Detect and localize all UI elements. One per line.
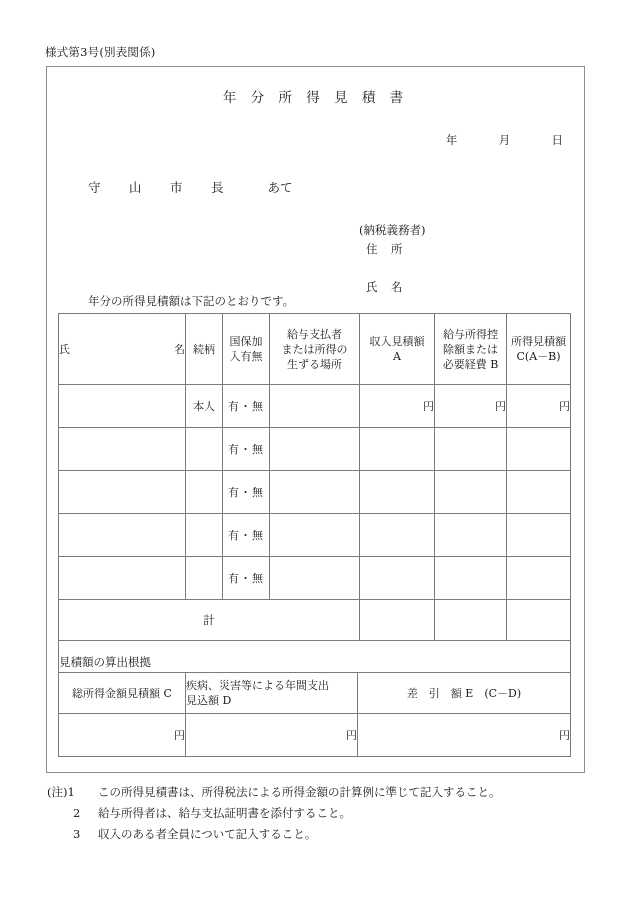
page-title: 年 分 所 得 見 積 書	[222, 90, 409, 106]
cell-deduction[interactable]	[435, 428, 507, 471]
deduction-line-2: 除額または	[443, 342, 498, 356]
table-row[interactable]	[59, 557, 571, 600]
cell-income-estimate[interactable]	[360, 557, 435, 600]
cell-kokuho[interactable]: 有・無	[223, 428, 270, 471]
cell-workplace[interactable]	[270, 557, 360, 600]
cell-income-estimate[interactable]: 円	[360, 385, 435, 428]
cell-deduction[interactable]	[435, 557, 507, 600]
summary-header-total-income: 総所得金額見積額 C	[59, 673, 186, 714]
cell-workplace[interactable]	[270, 514, 360, 557]
notes-section	[47, 782, 501, 845]
form-number: 様式第3号(別表関係)	[45, 45, 156, 59]
summary-value-row[interactable]	[59, 714, 571, 757]
column-header-name-left: 氏	[59, 342, 70, 356]
cell-kokuho[interactable]: 有・無	[223, 471, 270, 514]
workplace-line-1: 給与支払者	[287, 327, 342, 341]
expenses-line-2: 見込額 D	[186, 694, 232, 707]
column-header-net-income	[507, 314, 571, 385]
note-text: 収入のある者全員について記入すること。	[98, 827, 317, 841]
expenses-line-1: 疾病、災害等による年間支出	[186, 679, 329, 692]
summary-header-row	[59, 673, 571, 714]
note-number: 2	[73, 806, 81, 820]
net-income-line-2: C(A－B)	[516, 350, 561, 363]
column-header-relation: 続柄	[186, 314, 223, 385]
cell-relation[interactable]	[186, 557, 223, 600]
cell-net-income[interactable]	[507, 428, 571, 471]
cell-kokuho[interactable]: 有・無	[223, 385, 270, 428]
table-row[interactable]	[59, 428, 571, 471]
notes-prefix: (注)	[47, 785, 68, 799]
cell-name[interactable]	[59, 385, 186, 428]
table-header-row	[59, 314, 571, 385]
cell-name[interactable]	[59, 428, 186, 471]
summary-header-difference: 差 引 額 E (C－D)	[358, 673, 571, 714]
cell-workplace[interactable]	[270, 471, 360, 514]
net-income-line-1: 所得見積額	[511, 335, 566, 348]
note-item	[47, 782, 501, 803]
total-row[interactable]	[59, 600, 571, 641]
total-income-estimate[interactable]	[360, 600, 435, 641]
income-estimate-line-1: 収入見積額	[369, 335, 425, 348]
column-header-deduction	[435, 314, 507, 385]
table-row[interactable]	[59, 471, 571, 514]
date-month-label: 月	[498, 133, 511, 147]
summary-value-difference[interactable]: 円	[358, 714, 571, 757]
deduction-line-1: 給与所得控	[443, 327, 498, 341]
cell-net-income[interactable]: 円	[507, 385, 571, 428]
cell-kokuho[interactable]: 有・無	[223, 514, 270, 557]
column-header-name	[59, 314, 186, 385]
taxpayer-address-label: 住 所	[366, 242, 404, 256]
taxpayer-heading: (納税義務者)	[359, 223, 426, 237]
date-day-label: 日	[551, 133, 563, 147]
column-header-workplace	[270, 314, 360, 385]
basis-label[interactable]: 見積額の算出根拠	[59, 641, 571, 684]
summary-value-total-income[interactable]: 円	[59, 714, 186, 757]
cell-net-income[interactable]	[507, 471, 571, 514]
addressee-suffix: あて	[267, 180, 293, 195]
cell-kokuho[interactable]: 有・無	[223, 557, 270, 600]
note-text: この所得見積書は、所得税法による所得金額の計算例に準じて記入すること。	[98, 785, 501, 799]
cell-deduction[interactable]	[435, 514, 507, 557]
date-line	[46, 132, 563, 148]
addressee-name: 守 山 市 長	[88, 180, 232, 195]
cell-name[interactable]	[59, 471, 186, 514]
summary-value-expenses[interactable]: 円	[186, 714, 358, 757]
summary-table	[58, 672, 571, 757]
note-item	[47, 803, 501, 824]
cell-income-estimate[interactable]	[360, 471, 435, 514]
addressee	[88, 178, 293, 196]
date-year-label: 年	[445, 133, 458, 147]
deduction-line-3: 必要経費 B	[442, 357, 499, 371]
taxpayer-name-label: 氏 名	[366, 280, 404, 294]
workplace-line-2: または所得の	[281, 342, 348, 356]
note-item	[47, 824, 501, 845]
note-number: 1	[67, 785, 75, 799]
cell-workplace[interactable]	[270, 385, 360, 428]
table-row[interactable]	[59, 385, 571, 428]
income-estimate-line-2: A	[393, 350, 401, 363]
income-table	[58, 313, 571, 684]
column-header-income-estimate	[360, 314, 435, 385]
total-net-income[interactable]	[507, 600, 571, 641]
cell-name[interactable]	[59, 514, 186, 557]
note-text: 給与所得者は、給与支払証明書を添付すること。	[98, 806, 351, 820]
summary-header-expenses	[186, 673, 358, 714]
cell-income-estimate[interactable]	[360, 514, 435, 557]
total-label: 計	[59, 600, 360, 641]
total-deduction[interactable]	[435, 600, 507, 641]
cell-relation[interactable]	[186, 428, 223, 471]
note-number: 3	[73, 827, 81, 841]
workplace-line-3: 生ずる場所	[287, 357, 342, 371]
note-lead-1	[47, 782, 89, 803]
cell-relation[interactable]	[186, 471, 223, 514]
cell-relation[interactable]: 本人	[186, 385, 223, 428]
cell-net-income[interactable]	[507, 514, 571, 557]
table-row[interactable]	[59, 514, 571, 557]
kokuho-line-2: 入有無	[229, 350, 263, 363]
cell-income-estimate[interactable]	[360, 428, 435, 471]
cell-name[interactable]	[59, 557, 186, 600]
lead-statement: 年分の所得見積額は下記のとおりです。	[88, 294, 295, 308]
column-header-kokuho	[223, 314, 270, 385]
cell-net-income[interactable]	[507, 557, 571, 600]
taxpayer-block	[359, 221, 425, 297]
cell-relation[interactable]	[186, 514, 223, 557]
kokuho-line-1: 国保加	[229, 335, 263, 348]
cell-workplace[interactable]	[270, 428, 360, 471]
column-header-name-right: 名	[174, 342, 185, 356]
cell-deduction[interactable]: 円	[435, 385, 507, 428]
cell-deduction[interactable]	[435, 471, 507, 514]
